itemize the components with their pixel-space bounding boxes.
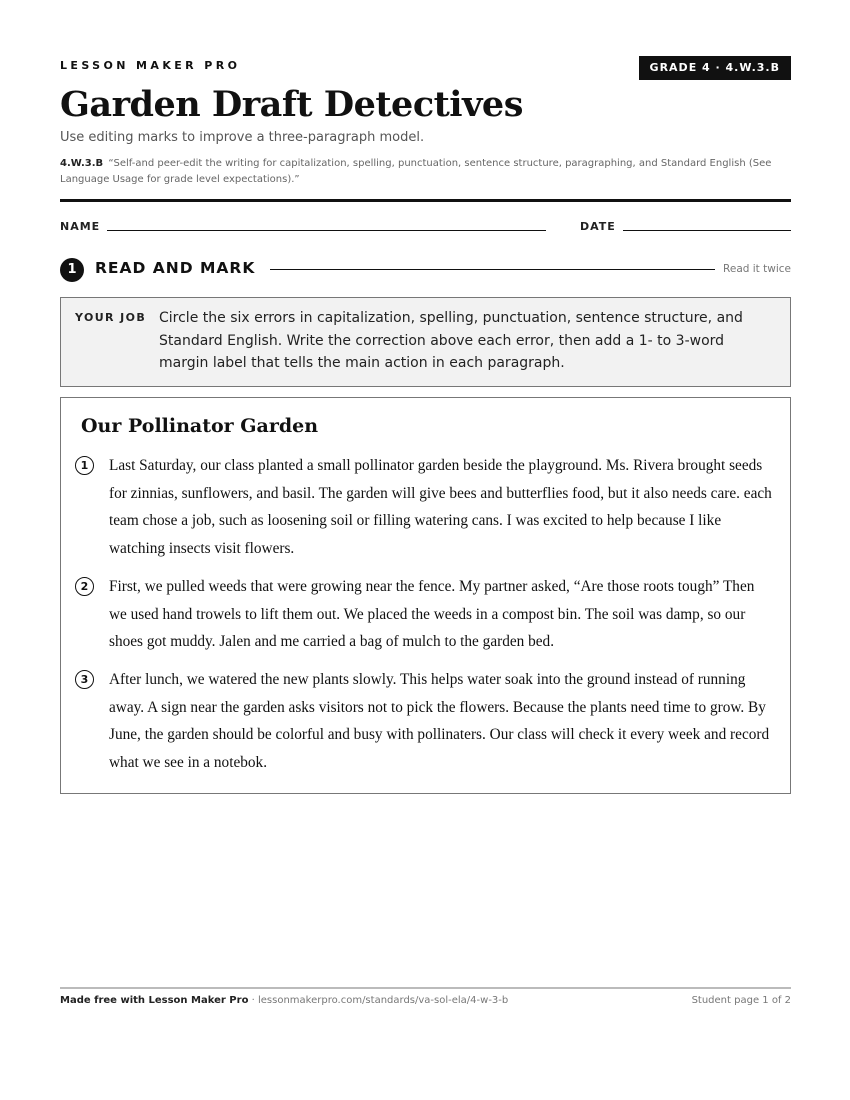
top-bar <box>60 56 791 80</box>
standard-description <box>60 156 791 188</box>
footer-divider <box>60 987 791 989</box>
paragraph-text: Last Saturday, our class planted a small pollinator garden beside the playground. Ms. Rivera brought seeds for zinnias, sunflowers, and basil. The garden will give bees and butterflies food, but it also needs care. each team chose a job, such as loosening soil or filling watering cans. I was excited to help because I like watching insects visit flowers. <box>109 457 772 557</box>
paragraph-text: After lunch, we watered the new plants slowly. This helps water soak into the ground instead of running away. A sign near the garden asks visitors not to pick the flowers. Because the plants need time to grow. By June, the garden should be colorful and busy with pollinaters. Our class will check it every week and record what we see in a notebok. <box>109 671 770 771</box>
paragraph-number-badge: 1 <box>75 456 94 475</box>
date-label: DATE <box>580 220 616 233</box>
section-header <box>60 258 791 282</box>
paragraph-number-badge: 2 <box>75 577 94 596</box>
footer-credit: Made free with Lesson Maker Pro <box>60 995 249 1006</box>
header-divider <box>60 199 791 202</box>
passage-title: Our Pollinator Garden <box>81 415 319 437</box>
footer <box>60 995 791 1006</box>
section-number-badge: 1 <box>60 258 84 282</box>
name-field[interactable] <box>107 230 546 231</box>
instructions-box <box>60 297 791 387</box>
section-title: READ AND MARK <box>95 259 256 277</box>
instructions-label: YOUR JOB <box>75 311 147 324</box>
name-label: NAME <box>60 220 101 233</box>
standard-text: “Self-and peer-edit the writing for capitalization, spelling, punctuation, sentence structure, paragraphing, and Standard English (See Language Usage for grade level expectations).” <box>60 158 772 185</box>
footer-url: · lessonmakerpro.com/standards/va-sol-ela/4-w-3-b <box>248 995 509 1006</box>
instructions-text: Circle the six errors in capitalization, spelling, punctuation, sentence structure, and Standard English. Write the correction above each error, then add a 1- to 3-word margin label that tells the main action in each paragraph. <box>159 310 743 371</box>
brand-name: LESSON MAKER PRO <box>60 59 241 72</box>
date-field[interactable] <box>623 230 791 231</box>
passage-box <box>60 397 791 794</box>
grade-badge: GRADE 4 · 4.W.3.B <box>639 56 791 80</box>
page-title: Garden Draft Detectives <box>60 84 523 125</box>
footer-page-number: Student page 1 of 2 <box>691 995 791 1006</box>
paragraph-number-badge: 3 <box>75 670 94 689</box>
name-date-row <box>60 220 791 236</box>
paragraph-text: First, we pulled weeds that were growing near the fence. My partner asked, “Are those roots tough” Then we used hand trowels to lift them out. We placed the weeds in a compost bin. The soil was damp, so our shoes got muddy. Jalen and me carried a bag of mulch to the garden bed. <box>109 578 755 651</box>
standard-code: 4.W.3.B <box>60 158 104 169</box>
section-rule <box>270 269 715 270</box>
page-subtitle: Use editing marks to improve a three-paragraph model. <box>60 130 425 145</box>
section-note: Read it twice <box>723 263 791 275</box>
